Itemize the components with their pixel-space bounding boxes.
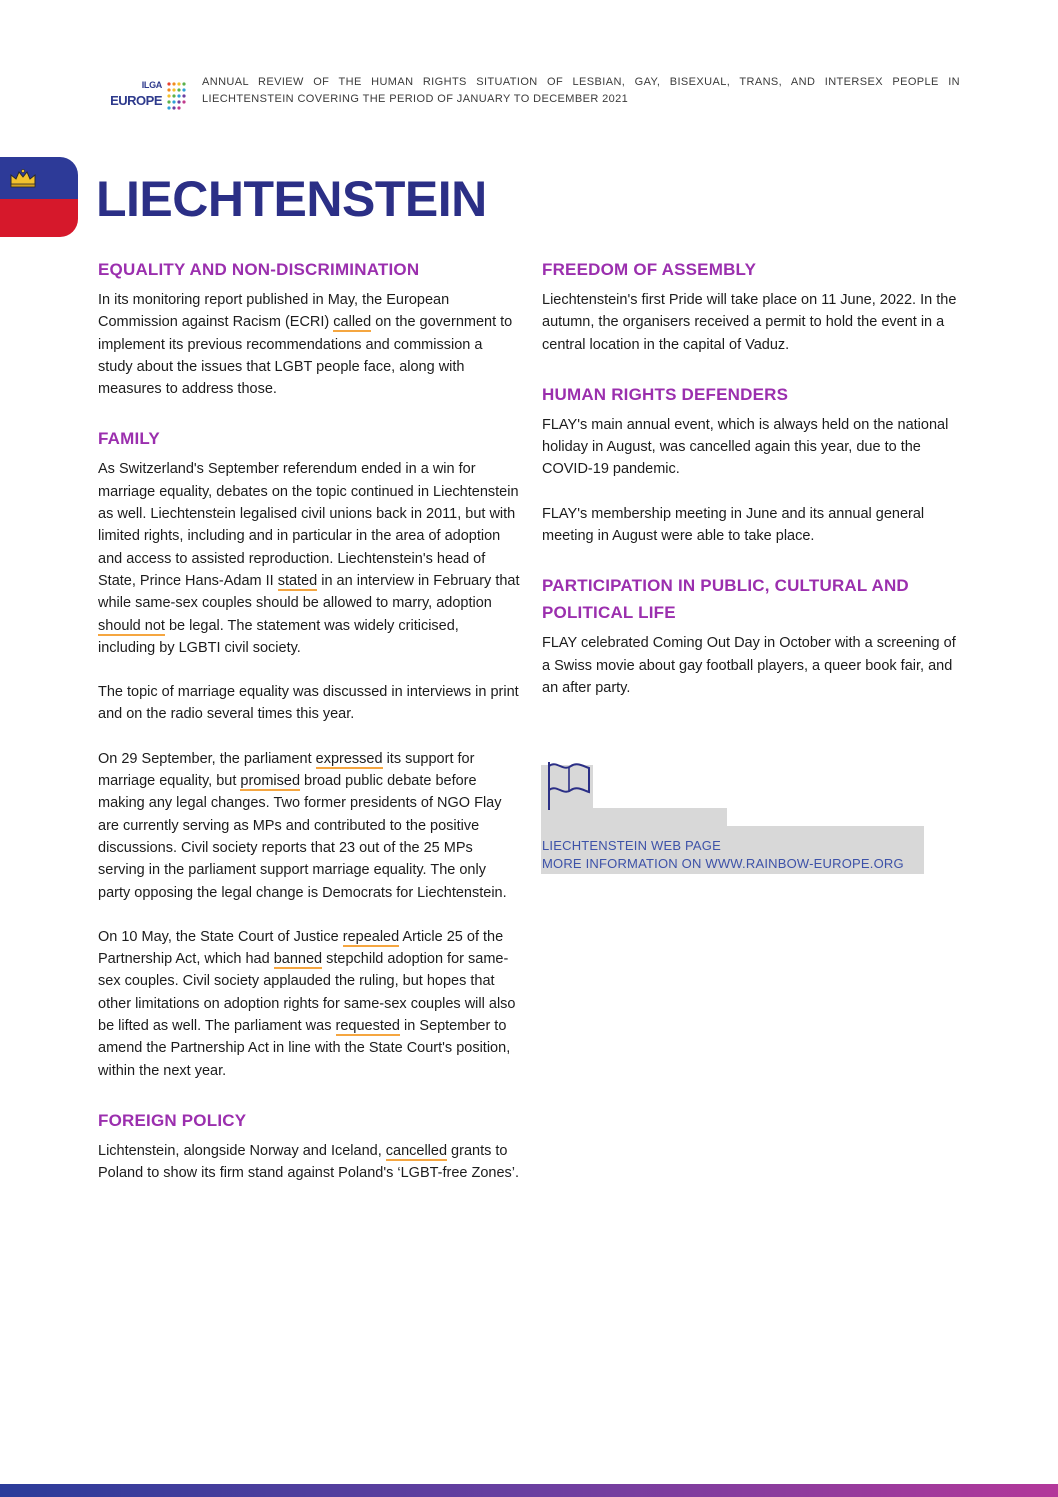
defenders-paragraph-2: FLAY's membership meeting in June and its annual general meeting in August were able to take place. <box>542 505 925 545</box>
liechtenstein-flag <box>0 157 78 237</box>
link-requested[interactable]: requested <box>335 1018 400 1035</box>
participation-paragraph: FLAY celebrated Coming Out Day in October with a screening of a Swiss movie about gay football players, a queer book fair, and an after party. <box>542 635 956 696</box>
heading-defenders: HUMAN RIGHTS DEFENDERS <box>542 384 789 404</box>
country-web-page-link[interactable]: LIECHTENSTEIN WEB PAGE <box>542 838 721 853</box>
link-stated[interactable]: stated <box>277 572 318 589</box>
family-paragraph-2: The topic of marriage equality was discussed in interviews in print and on the radio several times this year. <box>98 684 519 723</box>
family-paragraph-1 <box>98 458 520 659</box>
flag-red-band <box>0 199 78 237</box>
text-segment: grants to Poland to show its firm stand against Poland's ‘LGBT-free Zones’. <box>98 1142 520 1182</box>
text-segment: stepchild adoption for same-sex couples. Civil society applauded the ruling, but hopes that other limitations on adoption rights for same-sex couples will also be lifted as well. The parliament was <box>98 951 516 1035</box>
text-segment: be legal. The statement was widely criticised, including by LGBTI civil society. <box>98 617 459 656</box>
link-promised[interactable]: promised <box>240 773 301 790</box>
defenders-paragraph-1: FLAY's main annual event, which is always held on the national holiday in August, was cancelled again this year, due to the COVID-19 pandemic. <box>542 416 949 478</box>
text-segment: As Switzerland's September referendum ended in a win for marriage equality, debates on the topic continued in Liechtenstein as well. Liechtenstein legalised civil unions back in 2011, but with limited rights, including and in particular in the area of adoption and access to assisted reproduction. Liechtenstein's head of State, Prince Hans-Adam II <box>98 461 519 589</box>
report-header <box>96 74 960 114</box>
link-repealed[interactable]: repealed <box>342 928 400 945</box>
heading-family: FAMILY <box>98 429 160 449</box>
text-segment: Article 25 of the Partnership Act, which had <box>98 928 504 968</box>
flag-icon[interactable] <box>545 760 593 812</box>
equality-paragraph <box>98 289 520 400</box>
text-segment: in an interview in February that while same-sex couples should be allowed to marry, adoption <box>98 572 520 612</box>
link-called[interactable]: called <box>333 314 372 331</box>
right-column <box>542 256 962 699</box>
text-segment: on the government to implement its previous recommendations and commission a study about the issues that LGBT people face, along with measures to address those. <box>98 314 513 398</box>
text-segment: In its monitoring report published in May, the European Commission against Racism (ECRI) <box>98 292 450 331</box>
foreign-policy-paragraph <box>98 1140 520 1185</box>
link-banned[interactable]: banned <box>273 951 323 968</box>
logo-europe-text: EUROPE <box>110 93 162 108</box>
assembly-paragraph: Liechtenstein's first Pride will take place on 11 June, 2022. In the autumn, the organisers received a permit to hold the event in a central location in the capital of Vaduz. <box>542 292 957 353</box>
link-expressed[interactable]: expressed <box>315 750 383 767</box>
text-segment: Lichtenstein, alongside Norway and Iceland, <box>98 1142 386 1159</box>
heading-foreign-policy: FOREIGN POLICY <box>98 1110 247 1130</box>
family-paragraph-4 <box>98 926 520 1082</box>
web-links <box>542 837 904 873</box>
link-cancelled[interactable]: cancelled <box>385 1142 448 1159</box>
text-segment: On 29 September, the parliament <box>98 750 316 767</box>
heading-assembly: FREEDOM OF ASSEMBLY <box>542 260 757 279</box>
heading-participation: PARTICIPATION IN PUBLIC, CULTURAL AND POLITICAL LIFE <box>542 576 909 623</box>
text-segment: its support for marriage equality, but <box>98 750 475 790</box>
ilga-europe-logo[interactable] <box>96 76 192 112</box>
logo-ilga-text: ILGA <box>141 80 162 90</box>
country-title: LIECHTENSTEIN <box>96 171 487 227</box>
report-header-text: ANNUAL REVIEW OF THE HUMAN RIGHTS SITUATION OF LESBIAN, GAY, BISEXUAL, TRANS, AND INTERSEX PEOPLE IN LIECHTENSTEIN COVERING THE PERIOD OF JANUARY TO DECEMBER 2021 <box>202 76 960 105</box>
rainbow-europe-link[interactable]: MORE INFORMATION ON WWW.RAINBOW-EUROPE.ORG <box>542 856 904 871</box>
footer-gradient-bar <box>0 1484 1058 1497</box>
text-segment: On 10 May, the State Court of Justice <box>98 928 343 945</box>
text-segment: in September to amend the Partnership Act in line with the State Court's position, within the next year. <box>98 1018 511 1079</box>
crown-icon <box>8 167 38 189</box>
link-should-not[interactable]: should not <box>98 617 165 634</box>
family-paragraph-3 <box>98 748 520 904</box>
text-segment: broad public debate before making any legal changes. Two former presidents of NGO Flay are currently serving as MPs and contributed to the positive discussions. Civil society reports that 23 out of the 25 MPs serving in the parliament support marriage equality. The only party opposing the legal change is Democrats for Liechtenstein. <box>98 773 507 901</box>
left-column <box>98 256 520 1185</box>
heading-equality: EQUALITY AND NON-DISCRIMINATION <box>98 260 420 279</box>
rainbow-dots-icon <box>166 80 190 112</box>
